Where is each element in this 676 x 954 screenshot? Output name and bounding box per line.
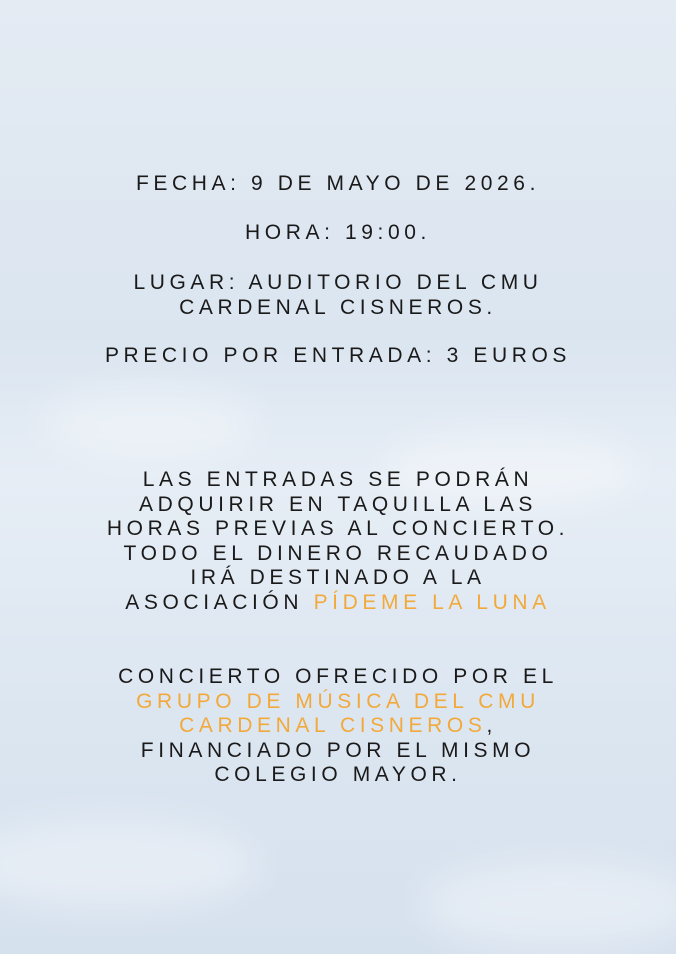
cloud-decoration bbox=[40, 390, 260, 460]
price-line: PRECIO POR ENTRADA: 3 EUROS bbox=[104, 344, 572, 367]
music-group-name-2: CARDENAL CISNEROS bbox=[179, 714, 487, 737]
event-venue bbox=[0, 271, 676, 320]
credits-info bbox=[0, 665, 676, 788]
cloud-decoration bbox=[0, 820, 260, 910]
tickets-line-2: ADQUIRIR EN TAQUILLA LAS bbox=[139, 492, 537, 516]
association-prefix: ASOCIACIÓN bbox=[125, 590, 314, 614]
credits-line-5: COLEGIO MAYOR. bbox=[214, 763, 462, 786]
credits-comma: , bbox=[486, 714, 497, 737]
credits-line-3 bbox=[0, 714, 676, 739]
credits-line-1: CONCIERTO OFRECIDO POR EL bbox=[118, 665, 558, 688]
tickets-line-3: HORAS PREVIAS AL CONCIERTO. bbox=[106, 517, 570, 540]
time-line: HORA: 19:00. bbox=[245, 221, 431, 244]
venue-line-1: LUGAR: AUDITORIO DEL CMU bbox=[133, 271, 543, 294]
cloud-decoration bbox=[420, 860, 676, 950]
music-group-name-1: GRUPO DE MÚSICA DEL CMU bbox=[136, 689, 540, 713]
event-time bbox=[0, 221, 676, 246]
tickets-line-5: IRÁ DESTINADO A LA bbox=[190, 566, 486, 589]
date-line: FECHA: 9 DE MAYO DE 2026. bbox=[135, 172, 541, 195]
tickets-line-6 bbox=[0, 591, 676, 616]
venue-line-2: CARDENAL CISNEROS. bbox=[179, 295, 497, 319]
event-price bbox=[0, 344, 676, 369]
association-name: PÍDEME LA LUNA bbox=[313, 590, 551, 614]
event-details bbox=[0, 172, 676, 197]
tickets-line-4: TODO EL DINERO RECAUDADO bbox=[123, 541, 553, 565]
tickets-line-1: LAS ENTRADAS SE PODRÁN bbox=[142, 468, 534, 491]
credits-line-4: FINANCIADO POR EL MISMO bbox=[140, 738, 536, 762]
tickets-info bbox=[0, 468, 676, 615]
